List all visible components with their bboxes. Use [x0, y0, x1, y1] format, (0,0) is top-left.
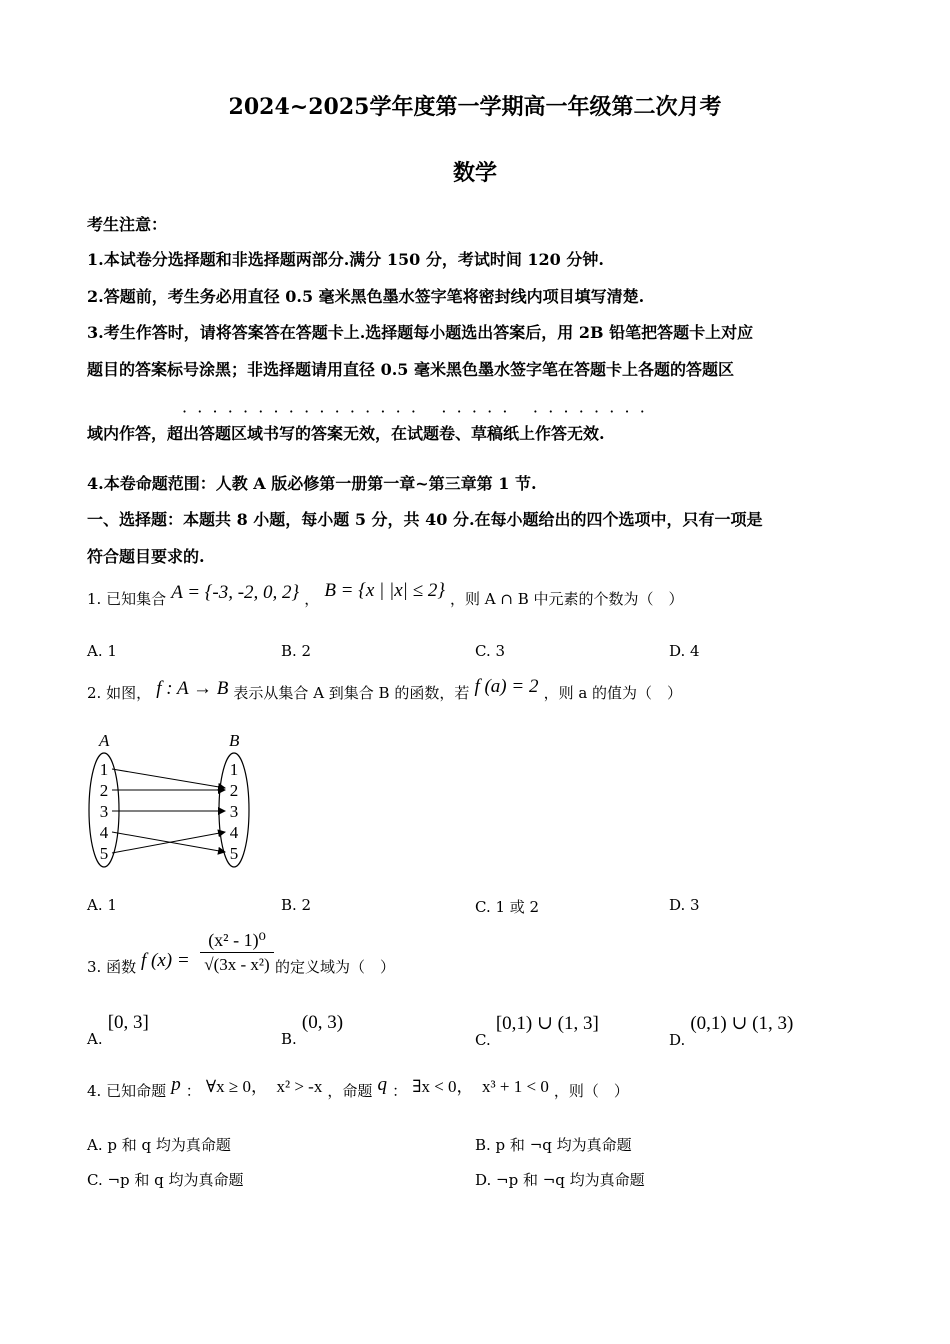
- q1-suffix: ，则 A ∩ B 中元素的个数为（ ）: [450, 590, 684, 608]
- q4-suffix: ，则（ ）: [553, 1082, 629, 1100]
- set-b-element: 1: [229, 760, 239, 779]
- question-1: [87, 580, 684, 610]
- set-b-label: B: [229, 731, 240, 750]
- q4-middle: ，命题: [327, 1082, 373, 1100]
- q1-option-c[interactable]: C. 3: [475, 642, 506, 660]
- q2-mapping: f : A → B: [156, 678, 229, 699]
- q3-option-d-letter: D.: [669, 1031, 686, 1049]
- q4-colon-1: ：: [185, 1082, 201, 1100]
- q4-q-body: ∃x < 0， x³ + 1 < 0: [412, 1077, 549, 1096]
- q2-middle: 表示从集合 A 到集合 B 的函数，若: [233, 684, 470, 702]
- q3-option-c[interactable]: [475, 1012, 599, 1049]
- q4-proposition-p: p: [171, 1074, 181, 1095]
- set-a-element: 4: [99, 823, 109, 842]
- q1-separator: ，: [304, 590, 320, 608]
- section-1-line-2: 符合题目要求的.: [87, 547, 205, 566]
- notice-item-2: 2.答题前，考生务必用直径 0.5 毫米黑色墨水签字笔将密封线内项目填写清楚.: [87, 287, 645, 306]
- q3-option-d[interactable]: [669, 1012, 794, 1049]
- set-a-element: 2: [99, 781, 109, 800]
- q4-option-d[interactable]: D. ¬p 和 ¬q 均为真命题: [475, 1171, 645, 1189]
- q2-suffix: ，则 a 的值为（ ）: [543, 684, 683, 702]
- q2-option-a[interactable]: A. 1: [87, 896, 117, 914]
- q3-option-a-value: [0, 3]: [107, 1012, 149, 1033]
- section-1-line-1: 一、选择题：本题共 8 小题，每小题 5 分，共 40 分.在每小题给出的四个选项中，只有一项是: [87, 510, 763, 529]
- q3-option-b-letter: B.: [281, 1030, 297, 1048]
- notice-item-1: 1.本试卷分选择题和非选择题两部分.满分 150 分，考试时间 120 分钟.: [87, 250, 604, 269]
- question-4: [87, 1076, 629, 1102]
- notice-item-3-line-2: 题目的答案标号涂黑；非选择题请用直径 0.5 毫米黑色墨水签字笔在答题卡上各题的答题区: [87, 360, 734, 379]
- set-b-element: 3: [229, 802, 239, 821]
- set-a-element: 1: [99, 760, 109, 779]
- emphasis-dots: · · · · · · · · · · · · · · · · · · · · · · · · · · · · ·: [182, 402, 645, 421]
- q4-p-body: ∀x ≥ 0， x² > -x: [205, 1077, 323, 1096]
- set-b-element: 5: [229, 844, 239, 863]
- question-2: [87, 676, 683, 704]
- notice-item-3-line-3: 域内作答，超出答题区域书写的答案无效，在试题卷、草稿纸上作答无效.: [87, 424, 605, 443]
- set-b-element: 2: [229, 781, 239, 800]
- q3-function: f (x) =: [141, 950, 190, 971]
- q3-prefix: 3. 函数: [87, 958, 137, 976]
- exam-subject: 数学: [452, 160, 497, 186]
- q1-set-b: B = {x | |x| ≤ 2}: [324, 580, 445, 601]
- q2-prefix: 2. 如图，: [87, 684, 152, 702]
- q3-suffix: 的定义域为（ ）: [275, 958, 396, 976]
- q4-proposition-q: q: [377, 1074, 388, 1095]
- notice-item-3-line-1: 3.考生作答时，请将答案答在答题卡上.选择题每小题选出答案后，用 2B 铅笔把答题卡上对应: [87, 323, 754, 342]
- q1-prefix: 1. 已知集合: [87, 590, 167, 608]
- q2-option-c[interactable]: C. 1 或 2: [475, 898, 540, 916]
- q3-option-c-value: [0,1) ∪ (1, 3]: [495, 1013, 599, 1034]
- q4-option-b[interactable]: B. p 和 ¬q 均为真命题: [475, 1136, 632, 1154]
- set-a-element: 5: [99, 844, 109, 863]
- q4-colon-2: ：: [392, 1082, 408, 1100]
- set-a-label: A: [99, 731, 110, 750]
- exam-title: 2024~2025学年度第一学期高一年级第二次月考: [228, 94, 722, 120]
- q4-option-a[interactable]: A. p 和 q 均为真命题: [87, 1136, 231, 1154]
- q3-option-a-letter: A.: [87, 1030, 103, 1048]
- q1-set-a: A = {-3, -2, 0, 2}: [171, 582, 300, 603]
- q3-option-c-letter: C.: [475, 1031, 491, 1049]
- q2-condition: f (a) = 2: [474, 676, 539, 697]
- q3-option-b[interactable]: [281, 1012, 344, 1048]
- q2-option-d[interactable]: D. 3: [669, 896, 700, 914]
- q3-option-b-value: (0, 3): [301, 1012, 344, 1033]
- set-b-element: 4: [229, 823, 239, 842]
- notice-item-4: 4.本卷命题范围：人教 A 版必修第一册第一章~第三章第 1 节.: [87, 474, 537, 493]
- q3-fraction: [200, 928, 274, 977]
- q2-option-b[interactable]: B. 2: [281, 896, 312, 914]
- q3-option-a[interactable]: [87, 1012, 149, 1048]
- q3-denominator: √(3x - x²): [204, 955, 270, 974]
- q1-option-b[interactable]: B. 2: [281, 642, 312, 660]
- notice-heading: 考生注意：: [87, 215, 168, 234]
- q3-option-d-value: (0,1) ∪ (1, 3): [690, 1013, 794, 1034]
- q4-option-c[interactable]: C. ¬p 和 q 均为真命题: [87, 1171, 244, 1189]
- set-a-element: 3: [99, 802, 109, 821]
- q3-numerator: (x² - 1)⁰: [208, 930, 266, 950]
- mapping-arrow: [112, 769, 225, 788]
- q4-prefix: 4. 已知命题: [87, 1082, 167, 1100]
- q1-option-a[interactable]: A. 1: [87, 642, 117, 660]
- q1-option-d[interactable]: D. 4: [669, 642, 700, 660]
- mapping-diagram: [85, 728, 255, 870]
